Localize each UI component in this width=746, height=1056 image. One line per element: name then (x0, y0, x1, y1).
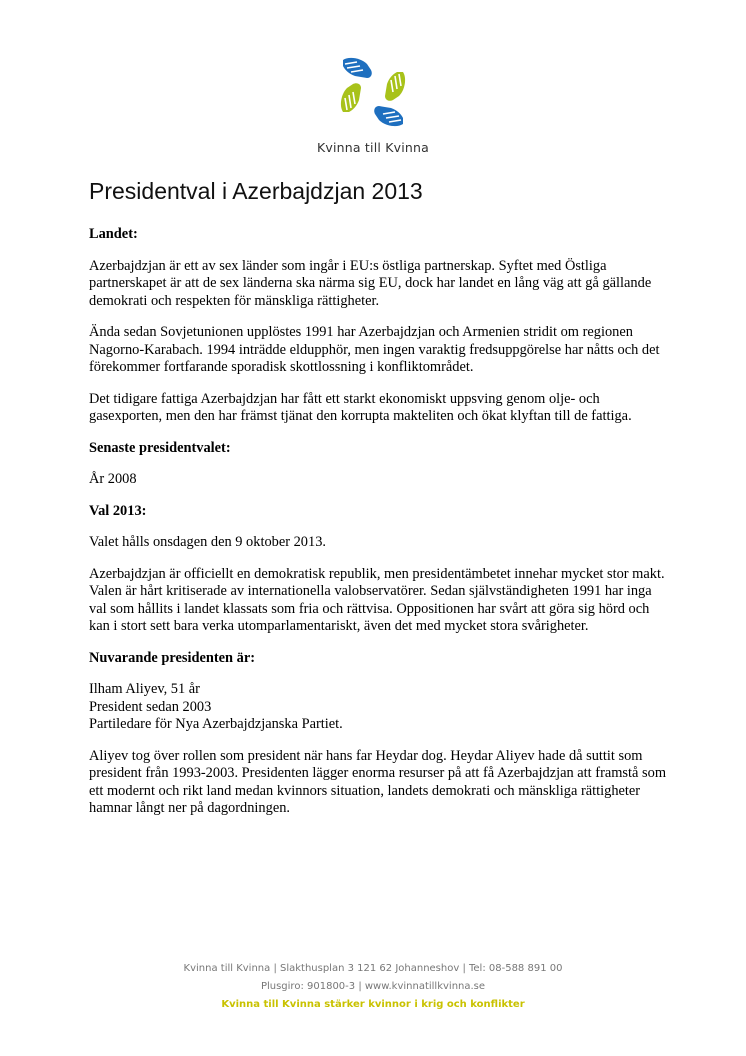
paragraph-val-1: Valet hålls onsdagen den 9 oktober 2013. (89, 534, 326, 550)
footer (0, 960, 746, 1014)
footer-contact: Plusgiro: 901800-3 | www.kvinnatillkvinna.se (260, 981, 486, 992)
page-title: Presidentval i Azerbajdzjan 2013 (89, 178, 423, 204)
hands-logo-icon (333, 52, 413, 132)
paragraph-senaste-1: År 2008 (89, 471, 137, 487)
document-body (89, 226, 669, 832)
heading-val-2013: Val 2013: (89, 502, 147, 519)
heading-senaste: Senaste presidentvalet: (89, 439, 231, 456)
footer-slogan: Kvinna till Kvinna stärker kvinnor i krig och konflikter (221, 999, 525, 1010)
logo-text: Kvinna till Kvinna (316, 140, 429, 155)
paragraph-landet-1: Azerbajdzjan är ett av sex länder som ingår i EU:s östliga partnerskap. Syftet med Östliga partnerskapet är att de sex länderna ska närma sig EU, dock har landet en lång väg att gå gällande demokrati och respekten för mänskliga rättigheter. (89, 257, 652, 309)
heading-landet: Landet: (89, 226, 138, 242)
president-line-2: President sedan 2003 (89, 698, 212, 715)
paragraph-val-2: Azerbajdzjan är officiellt en demokratisk republik, men presidentämbetet innehar mycket stor makt. Valen är hårt kritiserade av internationella valobservatörer. Sedan självständigheten 1991 har inga val som hållits i landet klassats som fria och rättvisa. Oppositionen har svårt att göra sig hörd och kan i stort sett bara verka utomparlamentariskt, även det med mycket stora svårigheter. (89, 565, 665, 634)
paragraph-landet-3: Det tidigare fattiga Azerbajdzjan har fått ett starkt ekonomiskt uppsving genom olje- och gasexporten, men den har främst tjänat den korrupta makteliten och ökat klyftan till de fattiga. (89, 390, 632, 424)
footer-address: Kvinna till Kvinna | Slakthusplan 3 121 62 Johanneshov | Tel: 08-588 891 00 (183, 963, 563, 974)
heading-president: Nuvarande presidenten är: (89, 649, 256, 666)
paragraph-landet-2: Ända sedan Sovjetunionen upplöstes 1991 har Azerbajdzjan och Armenien stridit om regionen Nagorno-Karabach. 1994 inträdde eldupphör, men ingen varaktig fredsuppgörelse har nåtts och det förekommer fortfarande sporadisk skottlossning i konfliktområdet. (89, 324, 660, 375)
logo (0, 52, 746, 155)
president-line-1: Ilham Aliyev, 51 år (89, 681, 200, 697)
president-line-3: Partiledare för Nya Azerbajdzjanska Partiet. (89, 716, 343, 732)
president-facts (89, 681, 669, 734)
paragraph-president-2: Aliyev tog över rollen som president när hans far Heydar dog. Heydar Aliyev hade då suttit som president från 1993-2003. Presidenten lägger enorma resurser på att få Azerbajdzjan att framstå som ett modernt och rikt land medan kvinnors situation, landets demokrati och mänskliga rättigheter hamnar långt ner på dagordningen. (89, 747, 667, 816)
